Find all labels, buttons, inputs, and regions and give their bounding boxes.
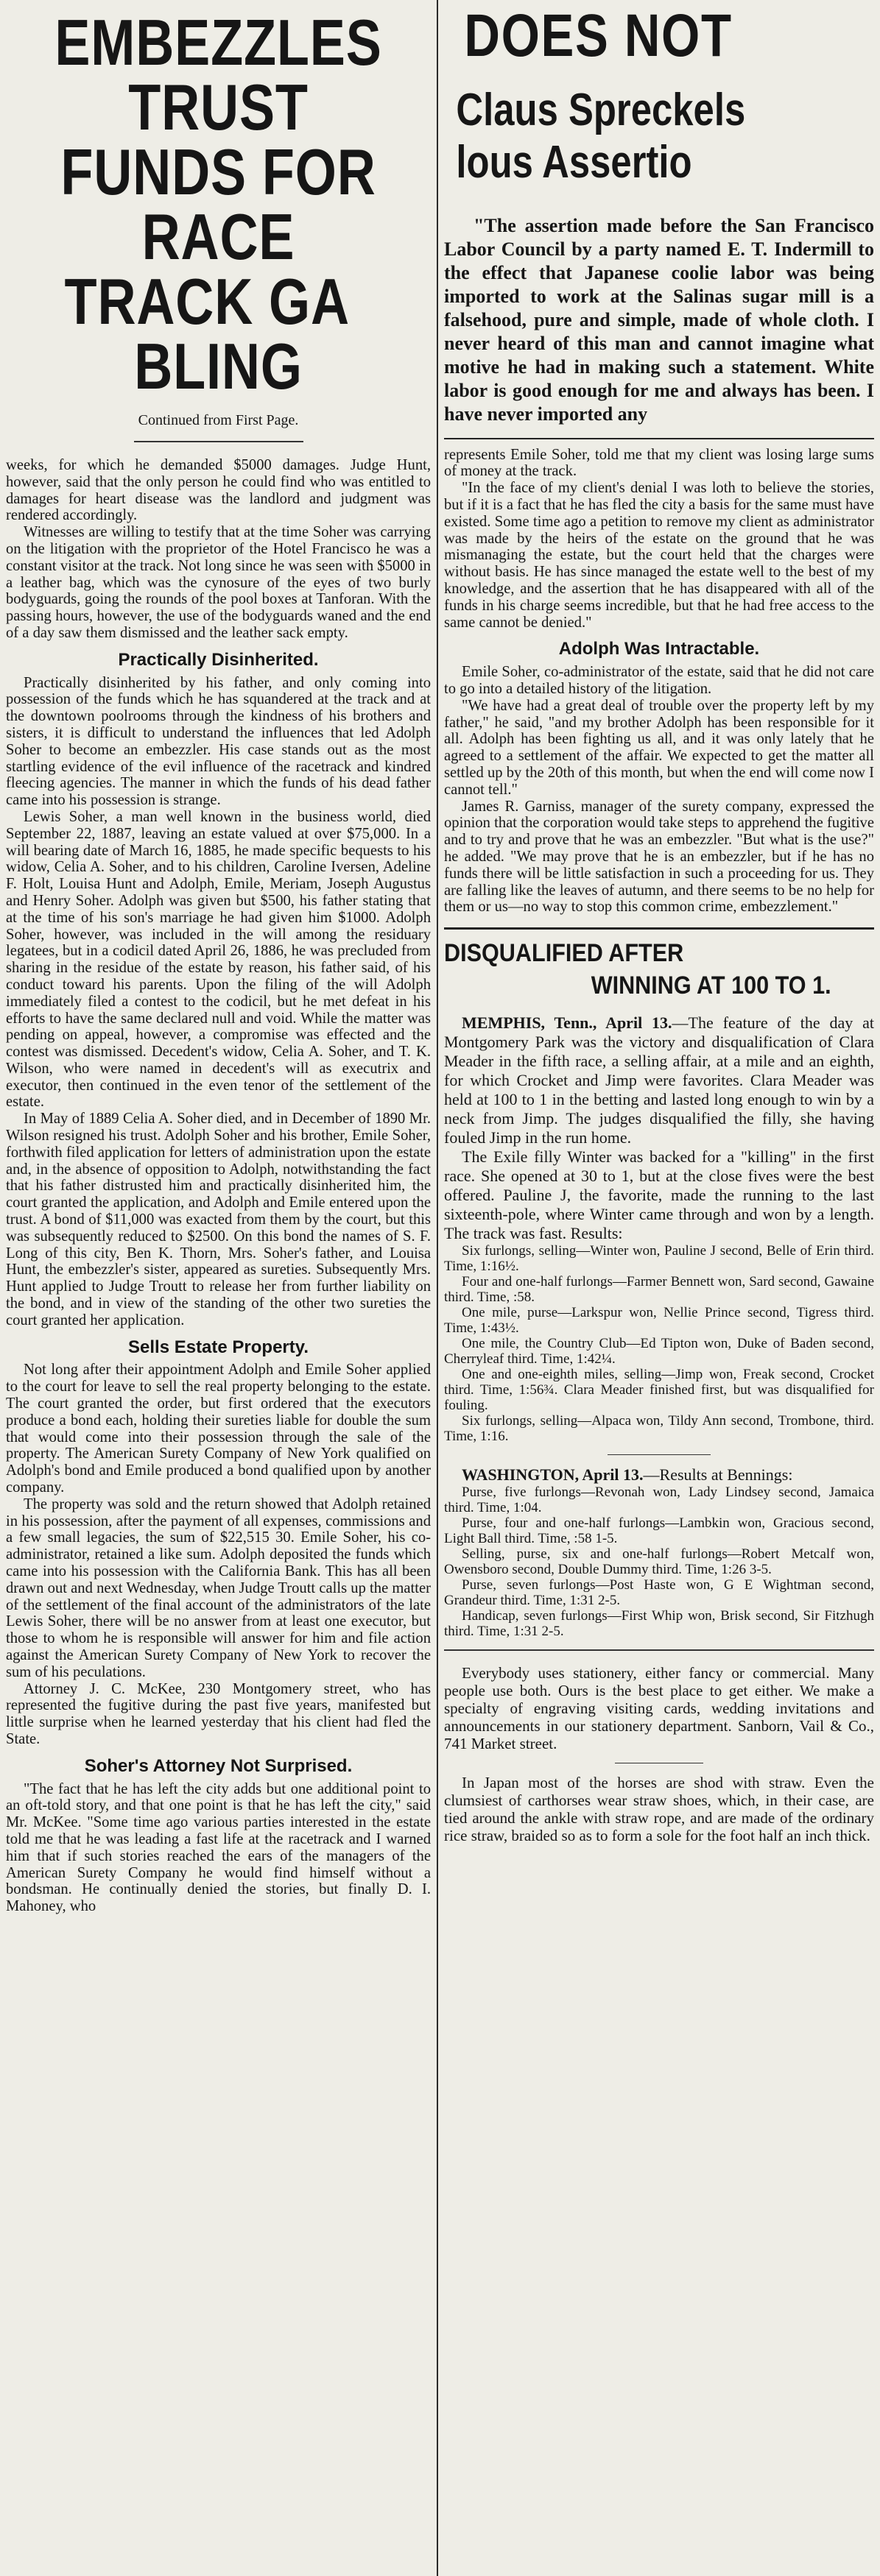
paragraph: Attorney J. C. McKee, 230 Montgomery street, who has represented the fugitive during the past five years, manifested but little surprise when he learned yesterday that his client had fled the State. xyxy=(6,1680,431,1747)
headline-line-3: TRACK GA BLING xyxy=(64,265,373,403)
result-item: Six furlongs, selling—Alpaca won, Tildy Ann second, Trombone, third. Time, 1:16. xyxy=(444,1413,874,1445)
divider xyxy=(134,441,303,442)
paragraph: James R. Garniss, manager of the surety company, expressed the opinion that the corporation would take steps to apprehend the fugitive and to try and prove that he was an embezzler. "But what is the use?" he added. "We may prove that he is an embezzler, but if he has no funds there will be little satisfaction in such a proceeding for us. They are falling like the leaves of autumn, and there seems to be no help for them or us—no way to stop this common crime, embezzlement." xyxy=(444,798,874,916)
paragraph: Witnesses are willing to testify that at the time Soher was carrying on the litigation with the proprietor of the Hotel Francisco he was a constant visitor at the track. Not long since he was seen with $5000 in a leather bag, which was the cynosure of the eyes of two burly bodyguards, going the rounds of the pool boxes at Tanforan. With the passing hours, however, the use of the bodyguards waned and the end of a day saw them dismissed and the leather sack empty. xyxy=(6,524,431,641)
paragraph: "In the face of my client's denial I was loth to believe the stories, but if it is a fact that he has fled the city a basis for the same must have existed. Some time ago a petition to remove my client as administrator was made by the heirs of the estate on the ground that he was mismanaging the estate, but the court held that the charges were without basis. He has since managed the estate well to the best of my knowledge, and the assertion that he has disappeared with all of the funds in his charge seems incredible, but that he had free access to the same cannot be denied." xyxy=(444,480,874,631)
right-column xyxy=(444,0,874,1855)
subtitle-line-2: lous Assertio xyxy=(456,137,692,188)
paragraph: The Exile filly Winter was backed for a "killing" in the first race. She opened at 30 to 1, but at the close fives were the best offered. Pauline J, the favorite, made the running to the last sixteenth-pole, where Winter came through and won by a length. The track was fast. Results: xyxy=(444,1147,874,1243)
section-headline-line-1: DISQUALIFIED AFTER xyxy=(444,939,684,968)
lead-text: —Results at Bennings: xyxy=(643,1465,793,1485)
article-subtitle xyxy=(444,84,797,189)
article-headline xyxy=(6,6,434,403)
result-item: One mile, purse—Larkspur won, Nellie Prince second, Tigress third. Time, 1:43½. xyxy=(444,1305,874,1337)
subheading: Soher's Attorney Not Surprised. xyxy=(84,1755,353,1776)
paragraph xyxy=(444,1465,874,1485)
race-results xyxy=(444,1243,874,1444)
result-item: Six furlongs, selling—Winter won, Pauline J second, Belle of Erin third. Time, 1:16½. xyxy=(444,1243,874,1275)
headline-line-1: EMBEZZLES TRUST xyxy=(54,6,382,144)
continued-note: Continued from First Page. xyxy=(138,412,299,428)
paragraph: Not long after their appointment Adolph and Emile Soher applied to the court for leave to sell the real property belonging to the estate. The court granted the order, but first ordered that the executors produce a bond each, holding their sureties liable for double the sum that would come into their possession through the sale of the property. The American Surety Company of New York qualified on Adolph's bond and Emile produced a bond qualified upon by another company. xyxy=(6,1362,431,1496)
left-column xyxy=(6,0,434,1915)
advertisement: Everybody uses stationery, either fancy or commercial. Many people use both. Ours is the best place to get either. We make a specialty of engraving visiting cards, wedding invitations and announcements in our stationery department. Sanborn, Vail & Co., 741 Market street. xyxy=(444,1664,874,1753)
result-item: Purse, four and one-half furlongs—Lambkin won, Gracious second, Light Ball third. Time, :58 1-5. xyxy=(444,1515,874,1547)
subtitle-line-1: Claus Spreckels xyxy=(456,85,746,135)
section-headline xyxy=(444,937,831,1002)
divider xyxy=(444,438,874,439)
divider xyxy=(444,1649,874,1651)
dateline: WASHINGTON, April 13. xyxy=(462,1465,644,1485)
divider xyxy=(444,927,874,930)
paragraph: Practically disinherited by his father, and only coming into possession of the funds which he has squandered at the track and at the downtown poolrooms through the kindness of his brothers and sisters, it is difficult to understand the influences that led Adolph Soher to become an embezzler. His case stands out as the most startling evidence of the evil influence of the racetrack and kindred fleecing agencies. The manner in which the funds of his dead father came into his possession is strange. xyxy=(6,674,431,809)
result-item: Purse, five furlongs—Revonah won, Lady Lindsey second, Jamaica third. Time, 1:04. xyxy=(444,1485,874,1516)
subheading: Practically Disinherited. xyxy=(118,649,319,670)
filler-item: In Japan most of the horses are shod with straw. Even the clumsiest of carthorses wear straw shoes, which, in their case, are tied around the ankle with straw rope, and are made of the ordinary rice straw, braided so as to form a sole for the foot half an inch thick. xyxy=(444,1774,874,1845)
paragraph: The property was sold and the return showed that Adolph retained in his possession, after the payment of all expenses, commissions and a few small legacies, the sum of $22,515 30. Emile Soher, his co-administrator, retained a like sum. Adolph deposited the funds which came into his possession with the California Bank. This has all been drawn out and next Wednesday, when Judge Troutt calls up the matter of the settlement of the final account of the administrators of the late Lewis Soher, there will be no answer from at least one executor, but those to whom he is responsible will answer for him and file action against the American Surety Company of New York to recover the sum of his peculations. xyxy=(6,1496,431,1680)
paragraph: Emile Soher, co-administrator of the estate, said that he did not care to go into a detailed history of the litigation. xyxy=(444,664,874,697)
article-body xyxy=(6,457,431,1915)
quote-paragraph: "The assertion made before the San Francisco Labor Council by a party named E. T. Indermill to the effect that Japanese coolie labor was being imported to work at the Salinas sugar mill is a falsehood, pure and simple, made of whole cloth. I never heard of this man and cannot imagine what motive he had in making such a statement. White labor is good enough for me and always has been. I have never imported any xyxy=(444,214,874,425)
result-item: Selling, purse, six and one-half furlongs—Robert Metcalf won, Owensboro second, Double Dummy third. Time, 1:26 3-5. xyxy=(444,1546,874,1578)
result-item: Handicap, seven furlongs—First Whip won, Brisk second, Sir Fitzhugh third. Time, 1:31 2-5. xyxy=(444,1608,874,1640)
paragraph: Lewis Soher, a man well known in the business world, died September 22, 1887, leaving an estate valued at over $75,000. In a will bearing date of March 16, 1885, he made specific bequests to his widow, Celia A. Soher, and to his children, Caroline Iversen, Adeline F. Holt, Louisa Hunt and Adolph, Emile, Meriam, Joseph Augustus and Henry Soher. Adolph was given but $500, his father stating that at the time of his son's marriage he had given him $1000. Adolph Soher, however, was included in the will among the residuary legatees, but in a codicil dated April 26, 1886, he was precluded from sharing in the residue of the estate by reason, his father said, of his conduct toward his parents. Upon the filing of the will Adolph immediately filed a contest to the codicil, but he met defeat in his efforts to have the same declared null and void. While the matter was pending on appeal, however, a compromise was effected and the contest was dismissed. Decedent's widow, Celia A. Soher, and T. K. Wilson, who were named in decedent's will as executrix and executor, then continued in the even tenor of the settlement of the estate. xyxy=(6,808,431,1111)
lead-text: —The feature of the day at Montgomery Park was the victory and disqualification of Clara Meader in the fifth race, a selling affair, at a mile and an eighth, for which Crocket and Jimp were favorites. Clara Meader was held at 100 to 1 in the betting and lasted long enough to win by a neck from Jimp. The judges disqualified the filly, she having fouled Jimp in the run home. xyxy=(444,1013,874,1147)
subheading: Adolph Was Intractable. xyxy=(558,639,760,659)
paragraph: "The fact that he has left the city adds but one additional point to an oft-told story, and that one point is that he has left the city," said Mr. McKee. "Some time ago various parties interested in the estate told me that he was leading a fast life at the racetrack and I warned him that if such stories reached the ears of the managers of the American Surety Company he would find himself without a bondsman. He continually denied the stories, but finally D. I. Mahoney, who xyxy=(6,1780,431,1915)
racing-article xyxy=(444,1465,874,1485)
divider xyxy=(608,1454,711,1455)
column-divider xyxy=(437,0,438,2576)
result-item: Purse, seven furlongs—Post Haste won, G E Wightman second, Grandeur third. Time, 1:31 2-5. xyxy=(444,1577,874,1609)
paragraph: In May of 1889 Celia A. Soher died, and in December of 1890 Mr. Wilson resigned his trust. Adolph Soher and his brother, Emile Soher, forthwith filed application for letters of administration upon the estate and, in the absence of opposition to Adolph, notwithstanding the fact that his father distrusted him and practically disinherited him, the court granted the application, and Adolph and Emile entered upon the trust. A bond of $11,000 was exacted from them by the court, but this was subsequently reduced to $2500. On this bond the names of S. F. Long of this city, Ben K. Thorn, Mrs. Soher's father, and Louisa Hunt, the embezzler's sister, appeared as sureties. Subsequently Mrs. Hunt applied to Judge Troutt to release her from further liability on the bond, and in view of the standing of the other two sureties the court granted her application. xyxy=(6,1111,431,1328)
result-item: One and one-eighth miles, selling—Jimp won, Freak second, Crocket third. Time, 1:56¾. Clara Meader finished first, but was disqualified for fouling. xyxy=(444,1367,874,1414)
section-headline-line-2: WINNING AT 100 TO 1. xyxy=(591,972,831,1000)
paragraph: weeks, for which he demanded $5000 damages. Judge Hunt, however, said that the only person he could find who was entitled to damages for heart disease was the landlord and judgment was rendered accordingly. xyxy=(6,457,431,524)
race-results xyxy=(444,1485,874,1639)
paragraph xyxy=(444,1013,874,1147)
paragraph: represents Emile Soher, told me that my client was losing large sums of money at the track. xyxy=(444,446,874,480)
paragraph: "We have had a great deal of trouble over the property left by my father," he said, "and my brother Adolph has been responsible for it all. Adolph has been fighting us all, and it was only lately that he agreed to a settlement of the affair. We expected to get the matter all settled up by the 20th of this month, but when the end will come now I cannot tell." xyxy=(444,697,874,798)
article-continuation xyxy=(444,447,874,916)
article-title: DOES NOT xyxy=(464,2,733,69)
advertisements xyxy=(444,1664,874,1844)
result-item: One mile, the Country Club—Ed Tipton won, Duke of Baden second, Cherryleaf third. Time, 1:42¼. xyxy=(444,1336,874,1367)
subheading: Sells Estate Property. xyxy=(128,1337,309,1357)
racing-article xyxy=(444,1013,874,1243)
quote-block xyxy=(444,214,874,426)
dateline: MEMPHIS, Tenn., April 13. xyxy=(462,1013,672,1033)
headline-line-2: FUNDS FOR RACE xyxy=(60,135,376,273)
result-item: Four and one-half furlongs—Farmer Bennett won, Sard second, Gawaine third. Time, :58. xyxy=(444,1274,874,1306)
